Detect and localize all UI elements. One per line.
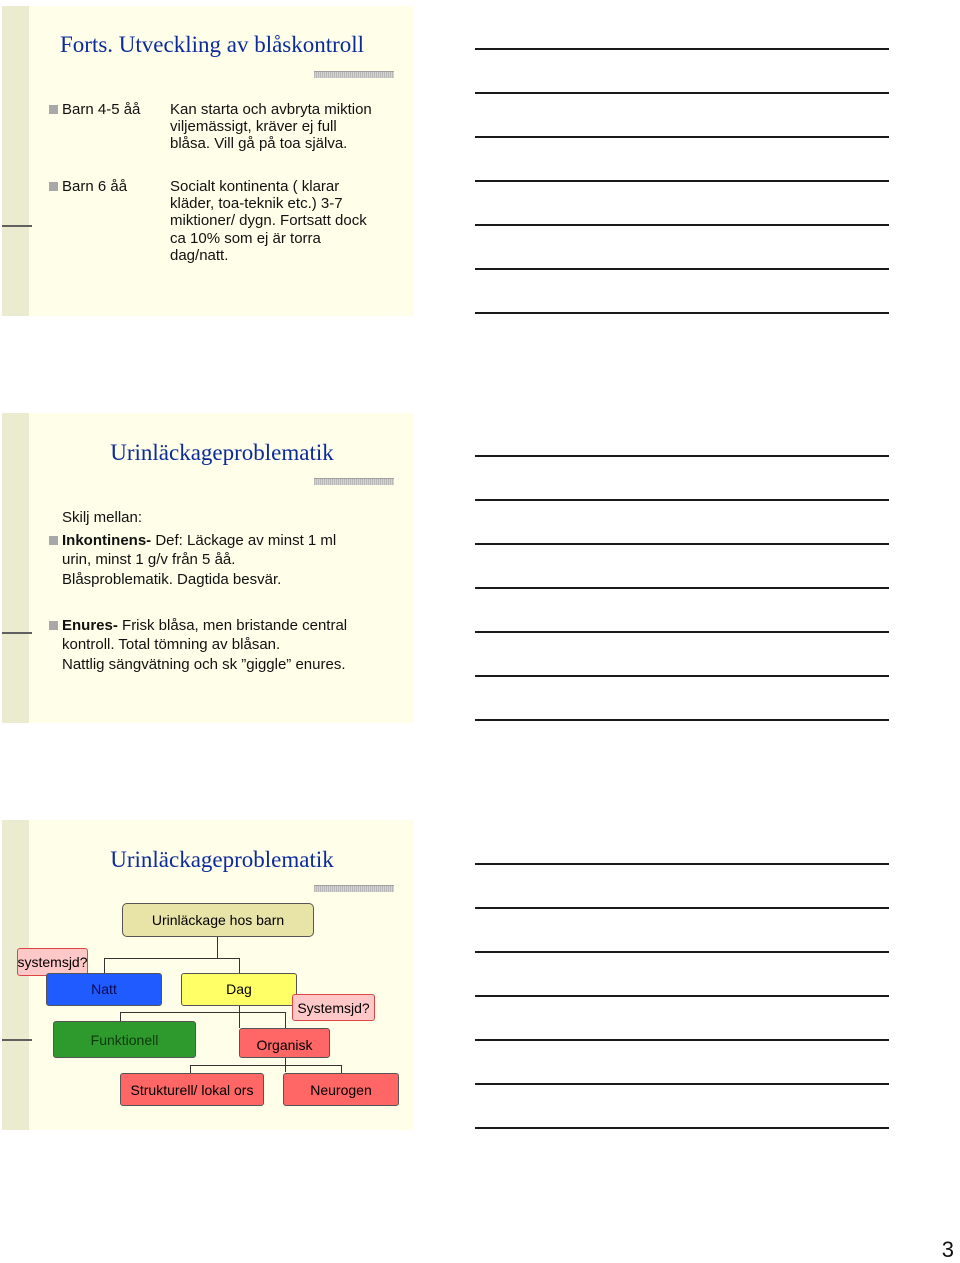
row-text-line: kläder, toa-teknik etc.) 3-7: [170, 195, 343, 212]
item-term: Enures-: [62, 617, 118, 634]
row-text-line: ca 10% som ej är torra: [170, 230, 321, 247]
band-divider: [2, 1039, 32, 1041]
note-line[interactable]: [475, 499, 889, 501]
connector: [285, 1012, 286, 1028]
node-organisk[interactable]: Organisk: [239, 1028, 330, 1058]
node-root[interactable]: Urinläckage hos barn: [122, 903, 314, 937]
note-line[interactable]: [475, 1127, 889, 1129]
row-text-line: viljemässigt, kräver ej full: [170, 118, 337, 135]
node-systemsjd-right[interactable]: Systemsjd?: [292, 994, 375, 1021]
bullet-icon: [49, 182, 58, 191]
row-text-line: blåsa. Vill gå på toa själva.: [170, 135, 348, 152]
connector: [120, 1012, 286, 1013]
item-first-line: [62, 617, 347, 635]
note-line[interactable]: [475, 675, 889, 677]
item-term: Inkontinens-: [62, 532, 152, 549]
note-line[interactable]: [475, 92, 889, 94]
node-neurogen[interactable]: Neurogen: [283, 1073, 399, 1106]
connector: [190, 1065, 342, 1066]
row-text-line: Socialt kontinenta ( klarar: [170, 178, 340, 195]
title-rule: [314, 478, 394, 485]
bullet-icon: [49, 536, 58, 545]
note-line[interactable]: [475, 907, 889, 909]
slide-3: [2, 820, 414, 1130]
item-first-line: [62, 532, 336, 550]
item-line: kontroll. Total tömning av blåsan.: [62, 636, 281, 653]
slide-title: Urinläckageproblematik: [110, 440, 334, 465]
note-line[interactable]: [475, 224, 889, 226]
row-text-line: Kan starta och avbryta miktion: [170, 101, 372, 118]
note-line[interactable]: [475, 719, 889, 721]
note-line[interactable]: [475, 312, 889, 314]
node-systemsjd-left[interactable]: systemsjd?: [17, 948, 88, 976]
row-text-line: dag/natt.: [170, 247, 229, 264]
item-def: Frisk blåsa, men bristande central: [117, 617, 348, 634]
bullet-icon: [49, 621, 58, 630]
note-line[interactable]: [475, 995, 889, 997]
band-divider: [2, 632, 32, 634]
slide-title: Urinläckageproblematik: [110, 847, 334, 872]
node-dag[interactable]: Dag: [181, 973, 297, 1006]
bullet-icon: [49, 105, 58, 114]
connector: [217, 936, 218, 958]
title-rule: [314, 885, 394, 892]
note-line[interactable]: [475, 863, 889, 865]
item-line: urin, minst 1 g/v från 5 åå.: [62, 551, 236, 568]
connector: [239, 958, 240, 973]
note-line[interactable]: [475, 1039, 889, 1041]
note-line[interactable]: [475, 543, 889, 545]
page-number: 3: [941, 1237, 954, 1262]
note-line[interactable]: [475, 951, 889, 953]
slide-title: Forts. Utveckling av blåskontroll: [60, 32, 365, 57]
title-rule: [314, 71, 394, 78]
note-line[interactable]: [475, 136, 889, 138]
note-line[interactable]: [475, 1083, 889, 1085]
band-divider: [2, 225, 32, 227]
note-line[interactable]: [475, 48, 889, 50]
slide-side-band: [2, 6, 29, 316]
item-line: Nattlig sängvätning och sk ”giggle” enures.: [62, 656, 346, 673]
connector: [239, 1006, 240, 1028]
row-text-line: miktioner/ dygn. Fortsatt dock: [170, 212, 367, 229]
connector: [190, 1065, 191, 1073]
note-line[interactable]: [475, 268, 889, 270]
note-line[interactable]: [475, 587, 889, 589]
item-line: Blåsproblematik. Dagtida besvär.: [62, 571, 282, 588]
note-line[interactable]: [475, 455, 889, 457]
note-line[interactable]: [475, 631, 889, 633]
row-label: Barn 4-5 åå: [62, 101, 141, 118]
node-natt[interactable]: Natt: [46, 973, 162, 1006]
intro-text: Skilj mellan:: [62, 509, 143, 526]
connector: [104, 958, 105, 973]
item-def: Def: Läckage av minst 1 ml: [151, 532, 337, 549]
node-strukturell[interactable]: Strukturell/ lokal ors: [120, 1073, 264, 1106]
slide-2: [2, 413, 414, 723]
note-line[interactable]: [475, 180, 889, 182]
slide-1: [2, 6, 414, 316]
connector: [104, 958, 240, 959]
row-label: Barn 6 åå: [62, 178, 128, 195]
connector: [341, 1065, 342, 1073]
node-funktionell[interactable]: Funktionell: [53, 1021, 196, 1058]
